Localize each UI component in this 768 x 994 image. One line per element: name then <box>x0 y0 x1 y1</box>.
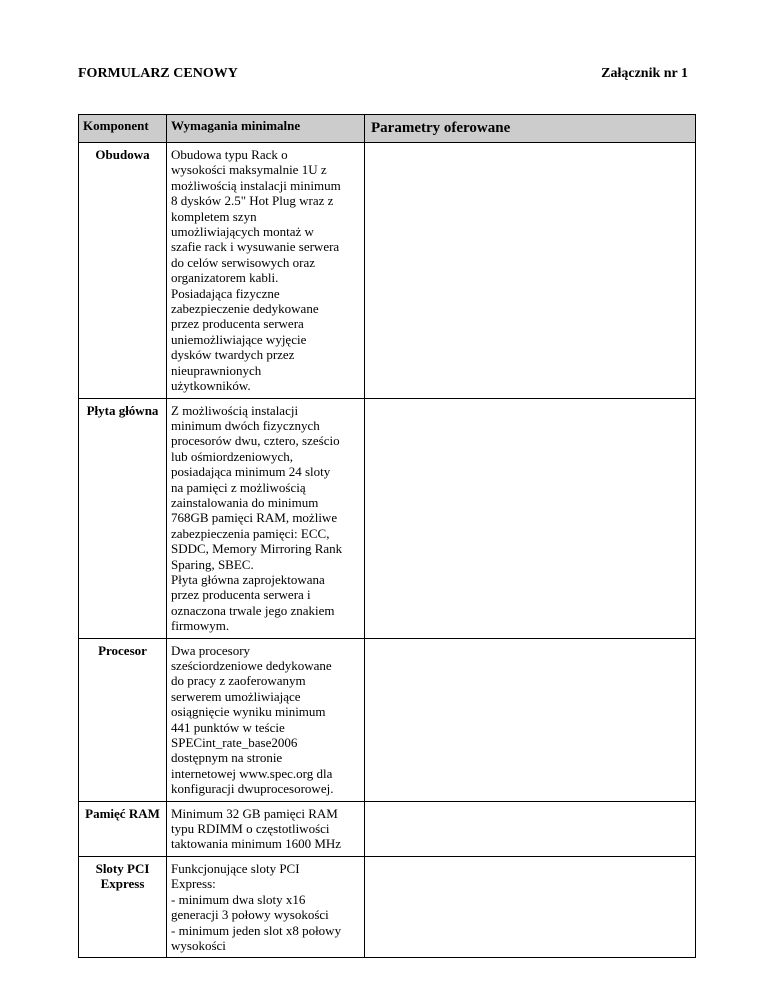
header-offered-parameters: Parametry oferowane <box>365 115 696 143</box>
requirement-text-line: Funkcjonujące sloty PCI <box>171 860 300 876</box>
component-name: Pamięć RAM <box>85 805 160 821</box>
requirement-text-line: do celów serwisowych oraz <box>171 254 316 270</box>
table-row <box>79 143 696 399</box>
requirement-text-line: możliwością instalacji minimum <box>171 177 341 193</box>
requirement-text-line: konfiguracji dwuprocesorowej. <box>171 781 334 797</box>
offered-parameters-cell[interactable] <box>365 398 696 638</box>
requirement-text-line: internetowej www.spec.org dla <box>171 765 333 781</box>
price-table <box>78 114 696 958</box>
table-header-row <box>79 115 696 143</box>
requirement-text-line: zainstalowania do minimum <box>171 494 319 510</box>
component-name: Obudowa <box>95 147 150 162</box>
requirement-text-line: serwerem umożliwiające <box>171 688 301 704</box>
requirement-text-line: uniemożliwiające wyjęcie <box>171 331 307 347</box>
requirement-text-line: przez producenta serwera <box>171 316 304 332</box>
offered-parameters-cell[interactable] <box>365 638 696 801</box>
requirement-text-line: generacji 3 połowy wysokości <box>171 907 329 923</box>
form-title: FORMULARZ CENOWY <box>78 66 238 81</box>
annex-label: Załącznik nr 1 <box>601 66 688 81</box>
component-name: Sloty PCI <box>95 860 150 876</box>
requirement-text-line: 768GB pamięci RAM, możliwe <box>171 510 338 526</box>
table-body <box>79 143 696 958</box>
component-cell <box>79 143 167 399</box>
requirement-text-line: przez producenta serwera i <box>171 587 311 603</box>
component-cell <box>79 638 167 801</box>
requirement-text-line: Sparing, SBEC. <box>171 556 254 572</box>
component-cell <box>79 398 167 638</box>
requirement-text-line: - minimum jeden slot x8 połowy <box>171 922 342 938</box>
requirement-text-line: procesorów dwu, cztero, sześcio <box>171 433 340 449</box>
requirement-text-line: Minimum 32 GB pamięci RAM <box>171 805 338 821</box>
header-component: Komponent <box>79 115 167 143</box>
requirement-cell <box>167 638 365 801</box>
requirement-text-line: dysków twardych przez <box>171 347 295 363</box>
offered-parameters-cell[interactable] <box>365 143 696 399</box>
component-name: Procesor <box>98 642 147 658</box>
requirement-text-line: Obudowa typu Rack o <box>171 147 288 162</box>
table-row <box>79 801 696 856</box>
table-row <box>79 398 696 638</box>
requirement-cell <box>167 856 365 957</box>
component-name: Płyta główna <box>86 402 159 418</box>
component-cell <box>79 856 167 957</box>
requirement-text-line: do pracy z zaoferowanym <box>171 673 306 689</box>
requirement-text-line: SDDC, Memory Mirroring Rank <box>171 541 343 557</box>
requirement-text-line: zabezpieczenie dedykowane <box>171 301 319 317</box>
requirement-text-line: użytkowników. <box>171 378 251 394</box>
requirement-text-line: umożliwiających montaż w <box>171 224 314 240</box>
requirement-text-line: - minimum dwa sloty x16 <box>171 891 306 907</box>
requirement-cell <box>167 143 365 399</box>
requirement-text-line: nieuprawnionych <box>171 362 262 378</box>
requirement-text-line: szafie rack i wysuwanie serwera <box>171 239 340 255</box>
requirement-text-line: kompletem szyn <box>171 208 257 224</box>
requirement-text-line: Płyta główna zaprojektowana <box>171 571 325 587</box>
requirement-text-line: Posiadająca fizyczne <box>171 285 280 301</box>
requirement-text-line: osiągnięcie wyniku minimum <box>171 704 326 720</box>
requirement-text-line: minimum dwóch fizycznych <box>171 417 320 433</box>
offered-parameters-cell[interactable] <box>365 801 696 856</box>
requirement-text-line: zabezpieczenia pamięci: ECC, <box>171 525 330 541</box>
table-row <box>79 638 696 801</box>
requirement-cell <box>167 801 365 856</box>
requirement-text-line: wysokości <box>171 937 226 953</box>
requirement-text-line: 8 dysków 2.5" Hot Plug wraz z <box>171 193 334 209</box>
requirement-text-line: posiadająca minimum 24 sloty <box>171 464 331 480</box>
requirement-text-line: SPECint_rate_base2006 <box>171 735 298 751</box>
header-requirements: Wymagania minimalne <box>167 115 365 143</box>
requirement-text-line: Express: <box>171 876 216 892</box>
component-cell <box>79 801 167 856</box>
table-row <box>79 856 696 957</box>
requirement-text-line: Z możliwością instalacji <box>171 402 299 418</box>
component-name: Express <box>100 876 145 892</box>
requirement-text-line: lub ośmiordzeniowych, <box>171 448 294 464</box>
requirement-text-line: sześciordzeniowe dedykowane <box>171 658 332 673</box>
requirement-text-line: 441 punktów w teście <box>171 719 285 735</box>
requirement-text-line: typu RDIMM o częstotliwości <box>171 821 330 837</box>
requirement-cell <box>167 398 365 638</box>
offered-parameters-cell[interactable] <box>365 856 696 957</box>
requirement-text-line: oznaczona trwale jego znakiem <box>171 602 335 618</box>
requirement-text-line: na pamięci z możliwością <box>171 479 306 495</box>
requirement-text-line: Dwa procesory <box>171 642 251 658</box>
requirement-text-line: taktowania minimum 1600 MHz <box>171 836 342 852</box>
requirement-text-line: firmowym. <box>171 618 230 634</box>
requirement-text-line: wysokości maksymalnie 1U z <box>171 162 327 178</box>
requirement-text-line: organizatorem kabli. <box>171 270 279 286</box>
requirement-text-line: dostępnym na stronie <box>171 750 283 766</box>
